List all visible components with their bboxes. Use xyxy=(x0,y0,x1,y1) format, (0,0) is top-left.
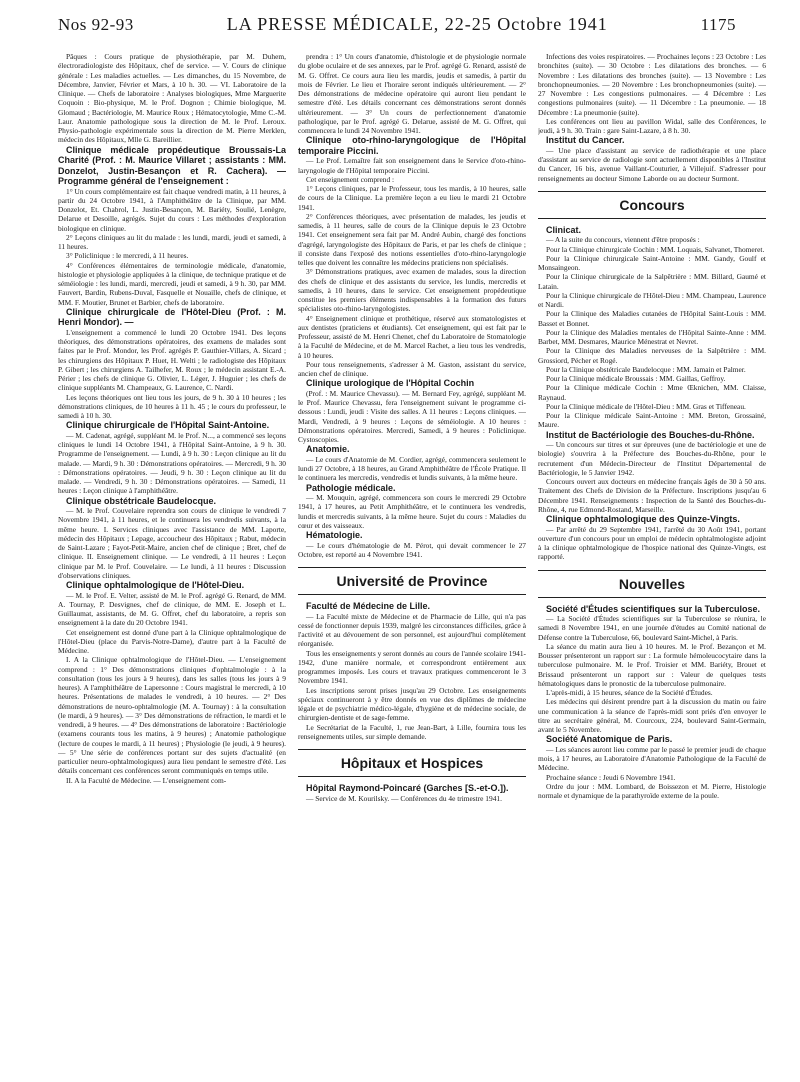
paragraph: — M. Mouquin, agrégé, commencera son cours le mercredi 29 Octobre 1941, à 17 heures, au Petit Amphithéâtre, et le continuera les vendredis, lundis et mercredis suivants, à la même heure. Sujet du cours : Maladies du cœur et des vaisseaux. xyxy=(298,493,526,530)
article-heading: Clinique ophtalmologique des Quinze-Vingts. xyxy=(546,514,740,524)
paragraph: 2° Conférences théoriques, avec présentation de malades, les jeudis et samedis, à 11 heures, salle de cours de la Clinique depuis le 23 Octobre 1941. Cet enseignement sera fait par M. André Aubin, chargé des fonctions d'agrégé, laryngologiste des Hôpitaux de Paris, et par les chefs de clinique ; il consiste dans l'exposé des notions essentielles d'oto-rhino-laryngologie telles que doivent les connaître les médecins praticiens non spécialisés. xyxy=(298,211,526,267)
paragraph: — Service de M. Kourilsky. — Conférences du 4e trimestre 1941. xyxy=(306,793,502,803)
paragraph: — Par arrêté du 29 Septembre 1941, l'arrêté du 30 Août 1941, portant ouverture d'un concours pour un emploi de médecin ophtalmologiste adjoint à la clinique ophtalmologique de l'hospice national des Quinze-Vingts, est rapporté. xyxy=(538,524,766,562)
paragraph: Concours ouvert aux docteurs en médecine français âgés de 30 à 50 ans. Traitement des Chefs de Division de la Préfecture. Inscriptions jusqu'au 6 Décembre 1941. Renseignements : Inspection de la Santé des Bouches-du-Rhône, 4, rue Edmond-Rostand, Marseille. xyxy=(538,477,766,514)
article-heading: Clinique ophtalmologique de l'Hôtel-Dieu. xyxy=(66,580,245,590)
paragraph: Pour la Clinique des Maladies cutanées de l'Hôpital Saint-Louis : MM. Basset et Bonnet. xyxy=(538,309,766,328)
paragraph: Pour la Clinique médicale Cochin : Mme Œknichen, MM. Claisse, Raynaud. xyxy=(538,383,766,402)
column-3 xyxy=(538,52,766,1072)
paragraph: Tous les enseignements y seront donnés au cours de l'année scolaire 1941-1942, d'une manière normale, et correspondront entièrement aux programmes imposés. Les cours et travaux pratiques commenceront le 3 Novembre 1941. xyxy=(298,648,526,686)
paragraph: Les inscriptions seront prises jusqu'au 29 Octobre. Les enseignements spéciaux continueront à y être donnés en vue des diplômes de médecine légale et de psychiatrie médico-légale, d'hygiène et de médecine sociale, de chirurgien-dentiste et de sage-femme. xyxy=(298,685,526,723)
section-heading: Nouvelles xyxy=(538,570,766,598)
article-heading: Société Anatomique de Paris. xyxy=(546,734,673,745)
issue-number: Nos 92-93 xyxy=(58,15,134,34)
paragraph: Le Secrétariat de la Faculté, 1, rue Jean-Bart, à Lille, fournira tous les renseignements utiles, sur simple demande. xyxy=(298,722,526,741)
article-heading: Hématologie. xyxy=(306,530,363,540)
paragraph: 4° Conférences élémentaires de terminologie médicale, d'anatomie, histologie et physiologie appliquées à la clinique, de technique pratique et de séméiologie : les lundi, mardi, mercredi, jeudi et samedi, à 9 h. 30, par MM. Fauvert, Bardin, Rubens-Duval, Fasquelle et Nouaille, chefs de clinique, et MM. F. Moutier, Brunet et Barbier, chefs de laboratoire. xyxy=(58,260,286,307)
article-heading: Anatomie. xyxy=(306,444,350,455)
paragraph: (Prof. : M. Maurice Chevassu). — M. Bernard Fey, agrégé, suppléant M. le Prof. Maurice Chevassu, fera l'enseignement suivant le programme ci-dessous : Lundi, jeudi : Visite des salles. A 11 heures : Leçons cliniques. — Mardi, Vendredi, à 9 heures : Leçons de séméiologie. A 10 heures : Démonstrations opératoires. Mercredi, Samedi, à 9 heures : Policlinique. Cystoscopies. xyxy=(298,388,526,444)
paragraph: — La Société d'Études scientifiques sur la Tuberculose se réunira, le samedi 8 Novembre 1941, en une journée d'études au Comité national de Défense contre la Tuberculose, 66, boulevard Saint-Michel, à Paris. xyxy=(538,614,766,642)
paragraph: Pour la Clinique obstétricale Baudelocque : MM. Jamain et Palmer. xyxy=(546,364,746,374)
paragraph: — Le Prof. Lemaître fait son enseignement dans le Service d'oto-rhino-laryngologie de l'Hôpital temporaire Piccini. xyxy=(298,156,526,175)
paragraph: Pour la Clinique chirurgicale de l'Hôtel-Dieu : MM. Champeau, Laurence et Nardi. xyxy=(538,290,766,309)
article-heading: Pathologie médicale. xyxy=(306,482,396,493)
article-heading: Clinique oto-rhino-laryngologique de l'Hôpital temporaire Piccini. xyxy=(298,135,526,156)
paragraph: Pour la Clinique médicale de l'Hôtel-Dieu : MM. Gras et Tiffeneau. xyxy=(546,401,746,411)
column-2 xyxy=(298,52,526,1072)
paragraph: — Un concours sur titres et sur épreuves (une de bactériologie et une de biologie) s'ouvrira à la Préfecture des Bouches-du-Rhône, pour le recrutement d'un Médecin-Directeur de l'Institut Départemental de Bactériologie, le 5 Janvier 1942. xyxy=(538,440,766,477)
paragraph: Pour la Clinique chirurgicale Saint-Antoine : MM. Gandy, Goulf et Monsaingeon. xyxy=(538,253,766,272)
paragraph: Pâques : Cours pratique de physiothérapie, par M. Duhem, électroradiologiste des Hôpitaux, chef de service. — V. Cours de clinique générale : Les maladies actuelles. — Les dimanches, du 15 Novembre, de Décembre, Janvier, Février et Mars, à 10 h. 30. — VI. Laboratoire de la Clinique. — Chefs de laboratoire : Analyses biologiques, Mme Marguerite Coquoin : Bio-physique, M. le Prof. Dognon ; Chimie biologique, M. Glomaud ; Bactériologie, M. Maurice Roux ; Hématocytologie, Mme C.-M. Laur. Anatomie pathologique sous la direction de M. le Prof. Leroux. Physio-pathologie expérimentale sous la direction de M. Pierre Merklen, médecin des Hôpitaux, Mlle G. Bareillier. xyxy=(58,52,286,145)
section-heading: Université de Province xyxy=(298,567,526,595)
paragraph: Les médecins qui désirent prendre part à la discussion du matin ou faire une communication à la séance de l'après-midi sont priés d'en envoyer le titre au secrétaire général, M. Courcoux, 224, boulevard Saint-Germain, avant le 5 Novembre. xyxy=(538,697,766,734)
paragraph: — A la suite du concours, viennent d'être proposés : xyxy=(546,235,700,245)
paragraph: L'après-midi, à 15 heures, séance de la Société d'Études. xyxy=(546,688,713,697)
paragraph: Prochaine séance : Jeudi 6 Novembre 1941. xyxy=(546,772,676,782)
paragraph: II. A la Faculté de Médecine. — L'enseignement com- xyxy=(66,775,227,785)
paragraph: — Les séances auront lieu comme par le passé le premier jeudi de chaque mois, à 17 heures, au Laboratoire d'Anatomie Pathologique de la Faculté de Médecine. xyxy=(538,744,766,773)
paragraph: 2° Leçons cliniques au lit du malade : les lundi, mardi, jeudi et samedi, à 11 heures. xyxy=(58,232,286,251)
paragraph: Les leçons théoriques ont lieu tous les jours, de 9 h. 30 à 10 heures ; les démonstrations cliniques, de 10 heures à 11 h. 45 ; le cours du professeur, le samedi à 10 h. 30. xyxy=(58,392,286,420)
section-heading: Hôpitaux et Hospices xyxy=(298,749,526,777)
section-heading: Concours xyxy=(538,191,766,219)
article-heading: Clinique chirurgicale de l'Hôpital Saint-Antoine. xyxy=(66,420,270,431)
paragraph: Pour la Clinique des Maladies mentales de l'Hôpital Sainte-Anne : MM. Barbet, MM. Desmares, Maurice Ménestrat et Nevret. xyxy=(538,327,766,346)
paragraph: — La Faculté mixte de Médecine et de Pharmacie de Lille, qui n'a pas cessé de fonctionner depuis 1939, malgré les circonstances difficiles, grâce à l'activité et au dévouement de son personnel, est aujourd'hui complètement réorganisée. xyxy=(298,611,526,649)
paragraph: 1° Un cours complémentaire est fait chaque vendredi matin, à 11 heures, à partir du 24 Octobre 1941, à l'Amphithéâtre de la Clinique, par MM. Donzelot, Et. Chabrol, L. Justin-Besançon, M. Bariéty, Soulié, Lenègre, Delarue et Desoille, agrégés. Sujet du cours : Les méthodes d'exploration biologique en clinique. xyxy=(58,186,286,233)
paragraph: Ordre du jour : MM. Lombard, de Boissezon et M. Pierre, Histologie normale et dynamique de la parathyroïde externe de la poule. xyxy=(538,781,766,800)
paragraph: 1° Leçons cliniques, par le Professeur, tous les mardis, à 10 heures, salle de cours de la Clinique. La première leçon a eu lieu le mardi 21 Octobre 1941. xyxy=(298,184,526,212)
paragraph: Pour la Clinique chirurgicale Cochin : MM. Loquais, Salvanet, Thomeret. xyxy=(546,244,765,254)
paragraph: Pour la Clinique médicale Broussais : MM. Gaillas, Geffroy. xyxy=(546,374,726,383)
paragraph: 3° Policlinique : le mercredi, à 11 heures. xyxy=(66,251,189,261)
article-heading: Institut du Cancer. xyxy=(546,135,625,146)
paragraph: Cet enseignement comprend : xyxy=(306,174,395,184)
paragraph: Pour la Clinique chirurgicale de la Salpêtrière : MM. Billard, Gaumé et Latain. xyxy=(538,272,766,291)
article-heading: Société d'Études scientifiques sur la Tuberculose. xyxy=(546,603,761,614)
paragraph: — M. Cadenat, agrégé, suppléant M. le Prof. N..., a commencé ses leçons cliniques le lundi 14 Octobre 1941, à l'Hôpital Saint-Antoine, à 9 h. 30. Programme de l'enseignement. — Lundi, à 9 h. 30 : Leçon clinique au lit du malade. — Mardi, 9 h. 30 : Démonstrations opératoires. — Mercredi, 9 h. 30 : Démonstrations opératoires. — Jeudi, 9 h. 30 : Leçon clinique au lit du malade. — Vendredi, 9 h. 30 : Démonstrations opératoires. — Samedi, 11 heures : Leçon clinique à l'amphithéâtre. xyxy=(58,430,286,496)
article-heading: Clinicat. xyxy=(546,224,582,235)
article-heading: Clinique chirurgicale de l'Hôtel-Dieu (Prof. : M. Henri Mondor). — xyxy=(58,306,286,328)
article-heading: Faculté de Médecine de Lille. xyxy=(306,601,431,611)
paragraph: Cet enseignement est donné d'une part à la Clinique ophtalmologique de l'Hôtel-Dieu (place du Parvis-Notre-Dame), d'autre part à la Faculté de Médecine. xyxy=(58,627,286,655)
paragraph: — M. le Prof. Couvelaire reprendra son cours de clinique le vendredi 7 Novembre 1941, à 11 heures, et le continuera les vendredis suivants, à la même heure. I. Services cliniques avec l'assistance de MM. Laporte, médecin des Hôpitaux ; Lepage, accoucheur des Hôpitaux ; Rabut, médecin de Saint-Lazare ; Fayot-Petit-Maire, ancien chef de clinique ; Bret, chef de clinique. II. Enseignement clinique. — Le vendredi, à 11 heures : Leçon clinique par M. le Prof. Couvelaire. — Le lundi, à 11 heures : Discussion d'observations cliniques. xyxy=(58,506,286,580)
paragraph: Pour tous renseignements, s'adresser à M. Gaston, assistant du service, ancien chef de clinique. xyxy=(298,359,526,378)
paragraph: — Une place d'assistant au service de radiothérapie et une place d'assistant au service de radiologie sont actuellement disponibles à l'Institut du Cancer, 16 bis, avenue Vaillant-Couturier, à Villejuif. S'adresser pour renseignements au docteur Simone Laborde ou au docteur Surmont. xyxy=(538,145,766,183)
paragraph: — Le cours d'hématologie de M. Pérot, qui devait commencer le 27 Octobre, est reporté au 4 Novembre 1941. xyxy=(298,540,526,559)
paragraph: Pour la Clinique des Maladies nerveuses de la Salpêtrière : MM. Grossiord, Pécher et Rogé. xyxy=(538,346,766,365)
paragraph: La séance du matin aura lieu à 10 heures. M. le Prof. Bezançon et M. Bousser présenteront un rapport sur : La formule hémoleucocytaire dans la tuberculose pulmonaire. M. le Prof. Troisier et MM. Bariéty, Brouet et Brissaud présenteront un rapport sur : Valeur de quelques tests hématologiques dans le pronostic de la tuberculose pulmonaire. xyxy=(538,641,766,688)
paragraph: — Le cours d'Anatomie de M. Cordier, agrégé, commencera seulement le lundi 27 Octobre, à 18 heures, au Grand Amphithéâtre de l'École Pratique. Il le continuera les mercredis, vendredis et lundis suivants, à la même heure. xyxy=(298,454,526,483)
paragraph: Les conférences ont lieu au pavillon Widal, salle des Conférences, le jeudi, à 9 h. 30. Train : gare Saint-Lazare, à 8 h. 30. xyxy=(538,116,766,135)
paragraph: Infections des voies respiratoires. — Prochaines leçons : 23 Octobre : Les bronchites (suite). — 30 Octobre : Les dilatations des bronches. — 6 Novembre : Les dilatations des bronches (suite). — 13 Novembre : Les bronchopneumonies. — 20 Novembre : Les bronchopneumonies (suite). — 27 Novembre : Les congestions pulmonaires. — 4 Décembre : Les congestions pulmonaires (suite). — 11 Décembre : La pneumonie. — 18 Décembre : La pneumonie (suite). xyxy=(538,52,766,117)
paragraph: L'enseignement a commencé le lundi 20 Octobre 1941. Des leçons théoriques, des démonstrations opératoires, des examens de malades sont faites par le Prof. Mondor, les Prof. agrégés P. Gauthier-Villars, A. Sicard ; les chirurgiens des Hôpitaux P. Huet, H. Welti ; le radiologiste des Hôpitaux P. Gibert ; les chirurgiens A. Tailhefer, M. Roux ; le médecin assistant E.-A. Périer ; les chefs de clinique G. Olivier, L. Léger, J. Huguier ; les chefs de clinique suppléants M. Champeaux, G. Laurence, C. Nardi. xyxy=(58,327,286,393)
article-heading: Clinique médicale propédeutique Broussais-La Charité (Prof. : M. Maurice Villaret ; assistants : MM. Donzelot, Justin-Besançon et R. Cachera). — Programme général de l'enseignement : xyxy=(58,144,286,186)
journal-title: LA PRESSE MÉDICALE, 22-25 Octobre 1941 xyxy=(226,14,608,34)
column-1 xyxy=(58,52,286,1072)
paragraph: I. A la Clinique ophtalmologique de l'Hôtel-Dieu. — L'enseignement comprend : 1° Des démonstrations cliniques d'ophtalmologie : à la consultation (tous les jours à 9 heures), dans les salles (tous les jours à 9 heures). A l'amphithéâtre de Lapersonne : Cours magistral le mercredi, à 10 heures. Présentations de malades le vendredi, à 10 heures. — 2° Des démonstrations de neuro-ophtalmologie (M. A. Tournay) : à la consultation (le mardi, à 9 heures). — 3° Des démonstrations de réfraction, le mardi et le vendredi, à 9 heures. — 4° Des démonstrations de laboratoire : Bactériologie (examens courants tous les matins, à 9 heures) ; Anatomie pathologique (lecture de coupes le mardi, à 11 heures) ; Physiologie (le jeudi, à 9 heures). — 5° Une série de conférences portant sur des sujets d'actualité (en particulier neuro-ophtalmologiques) aura lieu pendant le semestre d'été. Les détails concernant ces conférences seront communiqués en temps utile. xyxy=(58,655,286,776)
article-heading: Clinique urologique de l'Hôpital Cochin xyxy=(306,378,475,389)
paragraph: — M. le Prof. E. Velter, assisté de M. le Prof. agrégé G. Renard, de MM. A. Tournay, P. Desvignes, chef de clinique, de MM. E. Joseph et L. Guillaumat, assistants, de M. G. Offret, chef du laboratoire, a repris son enseignement à la date du 20 Octobre 1941. xyxy=(58,590,286,628)
article-heading: Clinique obstétricale Baudelocque. xyxy=(66,495,217,506)
article-heading: Hôpital Raymond-Poincaré (Garches [S.-et-O.]). xyxy=(306,783,509,793)
paragraph: Pour la Clinique médicale Saint-Antoine : MM. Breton, Grossainé, Maure. xyxy=(538,411,766,430)
page-number: 1175 xyxy=(700,15,736,34)
article-heading: Institut de Bactériologie des Bouches-du-Rhône. xyxy=(546,429,755,440)
paragraph: 4° Enseignement clinique et prothétique, réservé aux stomatologistes et aux dentistes (praticiens et étudiants). Cet enseignement, qui est fait par le Professeur, assisté de M. Henri Chenet, chef du Laboratoire de Stomatologie à la Faculté de Médecine, et de M. Marcel Rachet, a lieu tous les vendredis, à 10 heures. xyxy=(298,313,526,360)
page-header xyxy=(58,14,736,40)
paragraph: 3° Démonstrations pratiques, avec examen de malades, sous la direction des chefs de clinique et des assistants du service, les lundis, mercredis et samedis, à 10 heures, dans le service. Cet enseignement propédeutique constitue les premiers éléments indispensables à la formation des futurs spécialistes oto-rhino-laryngologistes. xyxy=(298,267,526,314)
paragraph: prendra : 1° Un cours d'anatomie, d'histologie et de physiologie normale du globe oculaire et de ses annexes, par le Prof. agrégé G. Renard, assisté de M. G. Offret. Ce cours aura lieu les mardis, jeudis et samedis, à partir du mois de Février. Le lieu et l'horaire seront indiqués ultérieurement. — 2° Des démonstrations de médecine opératoire qui auront lieu pendant le semestre d'été. Les détails concernant ces démonstrations seront donnés ultérieurement. — 3° Un cours de perfectionnement d'anatomie pathologique, par le Prof. agrégé G. Delarue, assisté de M. G. Offret, qui commencera le lundi 24 Novembre 1941. xyxy=(298,52,526,135)
